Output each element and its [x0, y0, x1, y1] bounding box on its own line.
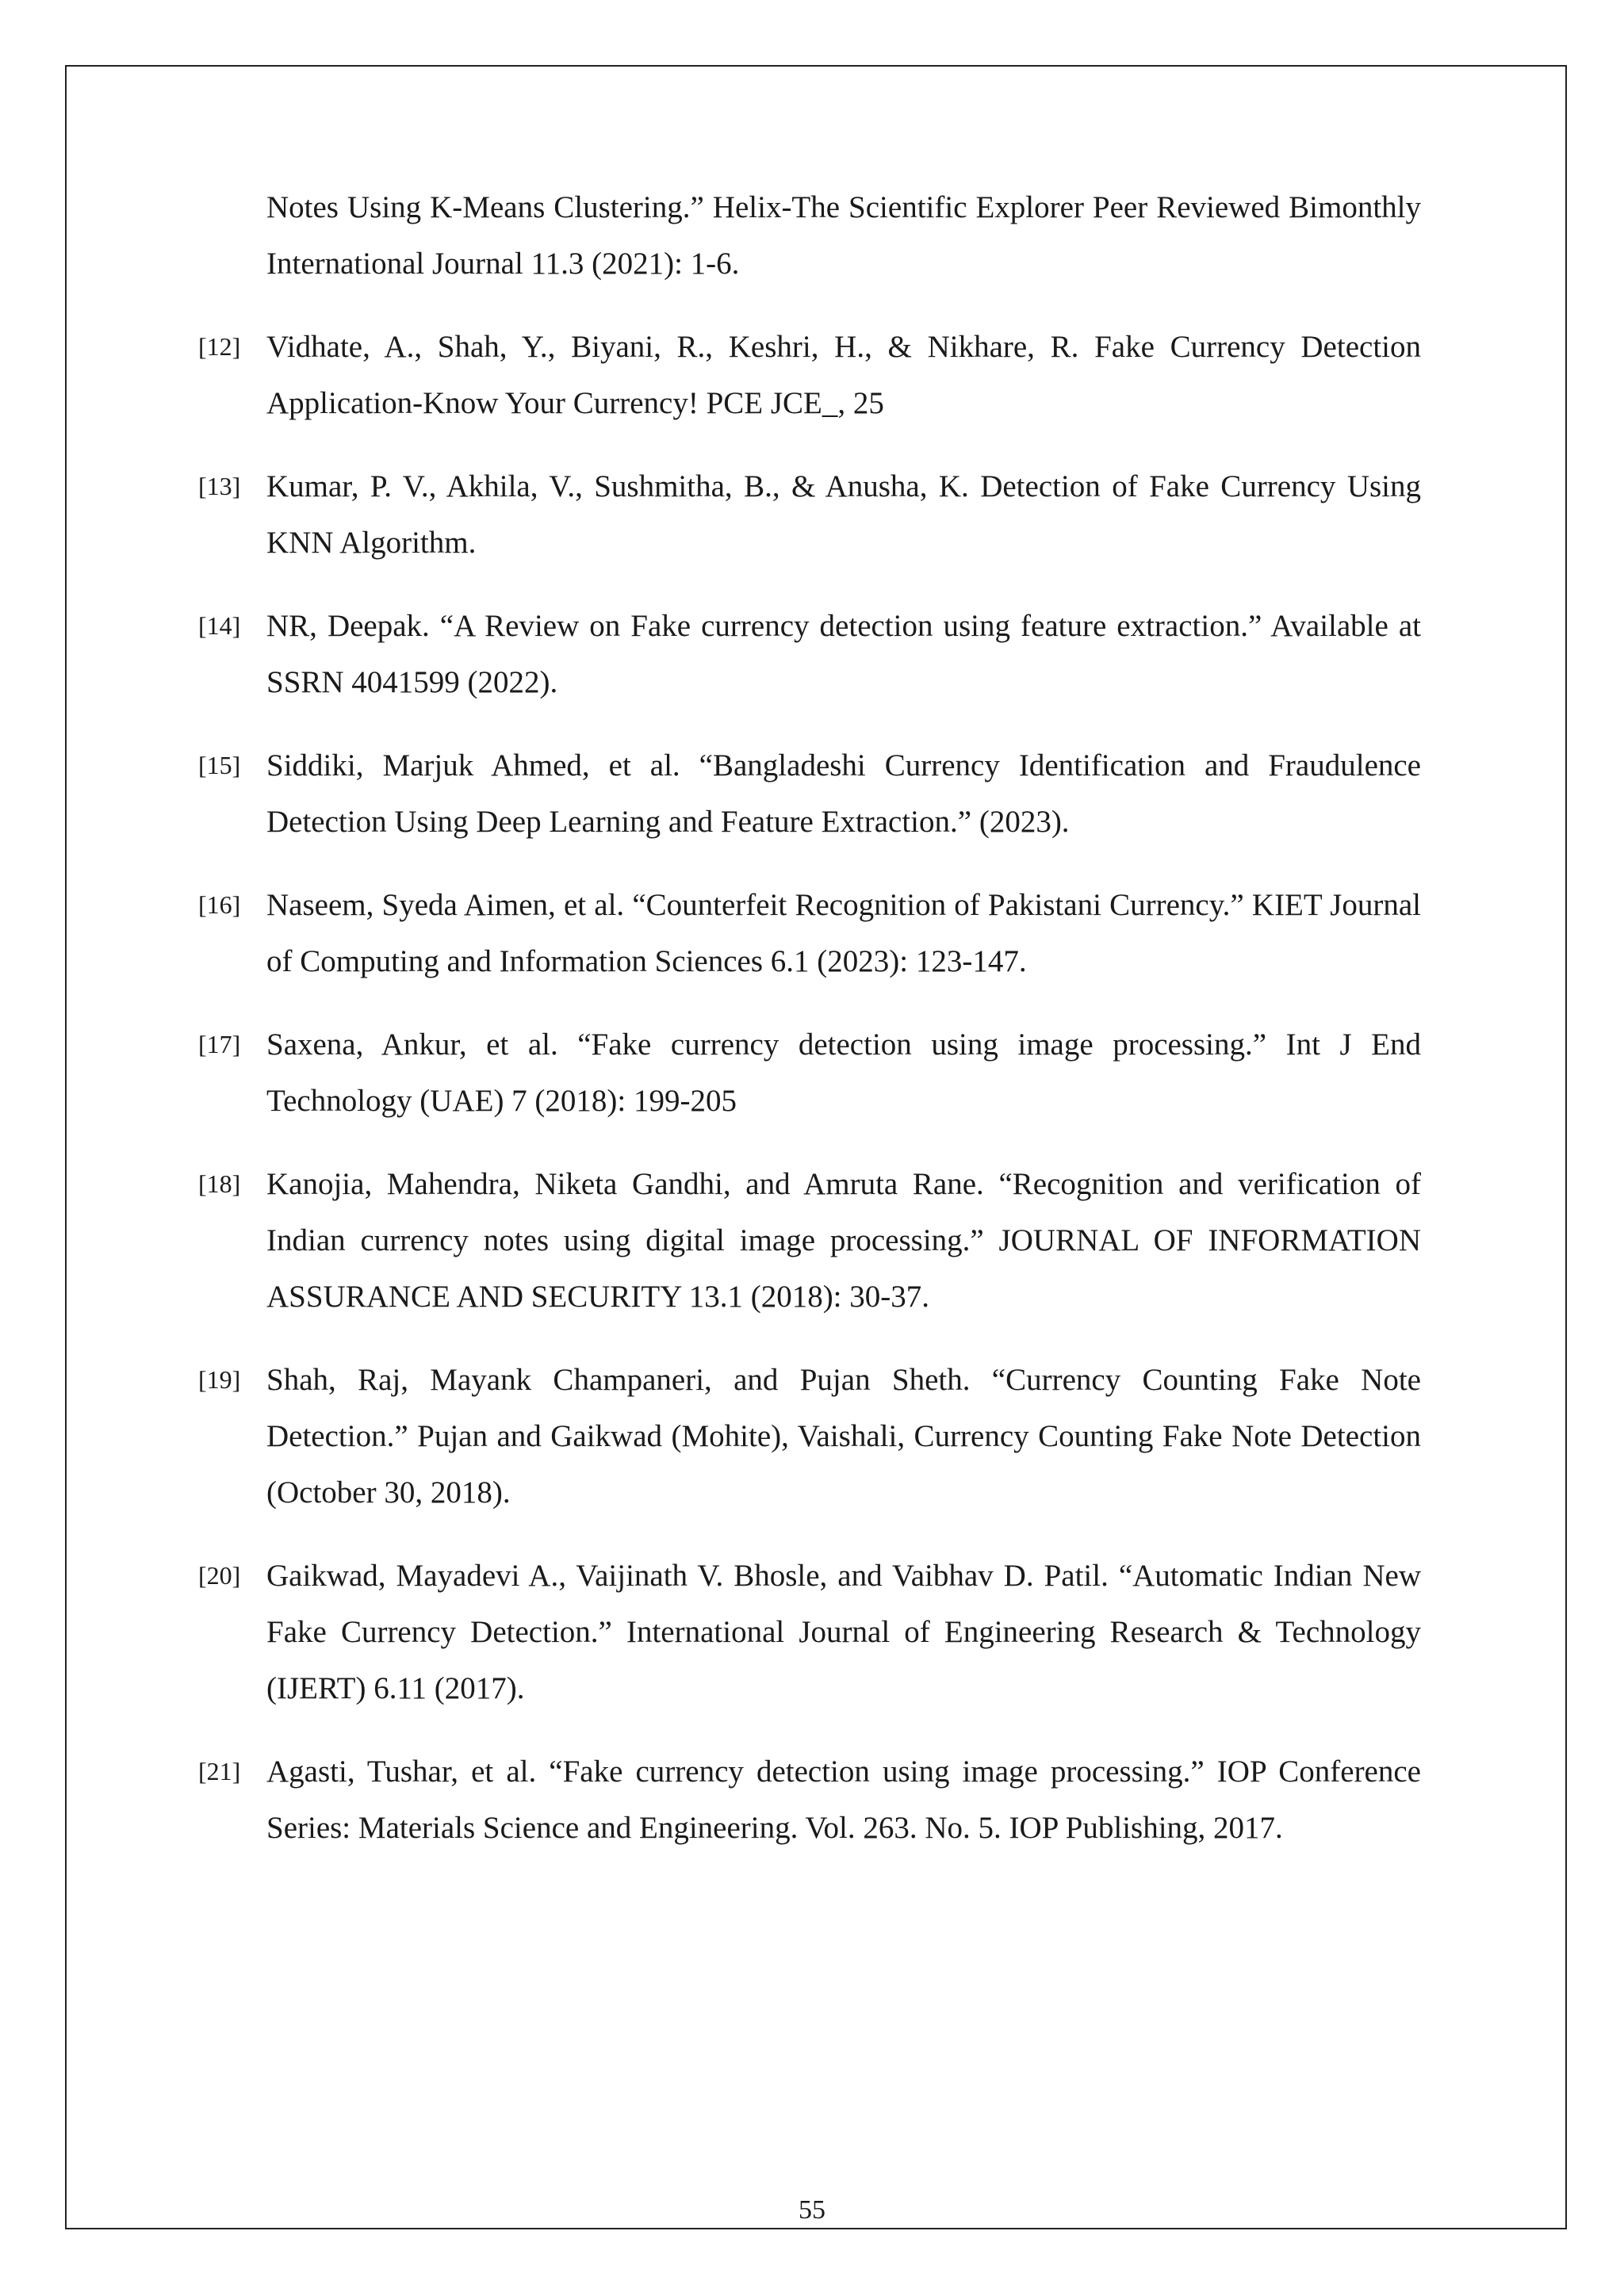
reference-number: [16] [198, 890, 241, 919]
reference-text: Gaikwad, Mayadevi A., Vaijinath V. Bhosle, and Vaibhav D. Patil. “Automatic Indian New Fake Currency Detection.” International Journal of Engineering Research & Technology (IJERT) 6.11 (2017). [266, 1559, 1421, 1705]
reference-text: Shah, Raj, Mayank Champaneri, and Pujan Sheth. “Currency Counting Fake Note Detection.” Pujan and Gaikwad (Mohite), Vaishali, Currency Counting Fake Note Detection (October 30, 2018). [266, 1363, 1421, 1510]
reference-item [198, 179, 1421, 292]
reference-number: [21] [198, 1757, 241, 1785]
reference-number: [13] [198, 472, 241, 500]
page-number: 55 [799, 2195, 825, 2225]
reference-number: [12] [198, 332, 241, 361]
reference-item [198, 319, 1421, 431]
reference-number: [17] [198, 1030, 241, 1058]
reference-item [198, 1016, 1421, 1129]
reference-text: Agasti, Tushar, et al. “Fake currency detection using image processing.” IOP Conference Series: Materials Science and Engineering. Vol. 263. No. 5. IOP Publishing, 2017. [266, 1755, 1421, 1845]
reference-text: NR, Deepak. “A Review on Fake currency detection using feature extraction.” Available at SSRN 4041599 (2022). [266, 609, 1421, 699]
reference-number: [14] [198, 611, 241, 640]
reference-item [198, 1352, 1421, 1521]
reference-item [198, 1156, 1421, 1325]
reference-item [198, 458, 1421, 571]
reference-item [198, 1743, 1421, 1856]
reference-number: [19] [198, 1365, 241, 1394]
reference-text: Kumar, P. V., Akhila, V., Sushmitha, B., & Anusha, K. Detection of Fake Currency Using KNN Algorithm. [266, 469, 1421, 560]
reference-item [198, 877, 1421, 989]
reference-text: Vidhate, A., Shah, Y., Biyani, R., Keshri, H., & Nikhare, R. Fake Currency Detection Application-Know Your Currency! PCE JCE_, 25 [266, 330, 1421, 420]
reference-text: Kanojia, Mahendra, Niketa Gandhi, and Amruta Rane. “Recognition and verification of Indian currency notes using digital image processing.” JOURNAL OF INFORMATION ASSURANCE AND SECURITY 13.1 (2018): 30-37. [266, 1167, 1421, 1314]
reference-text: Notes Using K-Means Clustering.” Helix-The Scientific Explorer Peer Reviewed Bimonthly International Journal 11.3 (2021): 1-6. [266, 190, 1421, 281]
reference-item [198, 598, 1421, 710]
reference-number: [18] [198, 1169, 241, 1198]
reference-number: [15] [198, 751, 241, 779]
reference-item [198, 1548, 1421, 1716]
reference-text: Naseem, Syeda Aimen, et al. “Counterfeit Recognition of Pakistani Currency.” KIET Journal of Computing and Information Sciences 6.1 (2023): 123-147. [266, 888, 1421, 978]
reference-number: [20] [198, 1561, 241, 1590]
reference-item [198, 737, 1421, 850]
reference-text: Siddiki, Marjuk Ahmed, et al. “Bangladeshi Currency Identification and Fraudulence Detection Using Deep Learning and Feature Extraction.” (2023). [266, 748, 1421, 839]
reference-text: Saxena, Ankur, et al. “Fake currency detection using image processing.” Int J End Technology (UAE) 7 (2018): 199-205 [266, 1027, 1421, 1118]
reference-list [198, 179, 1421, 1883]
